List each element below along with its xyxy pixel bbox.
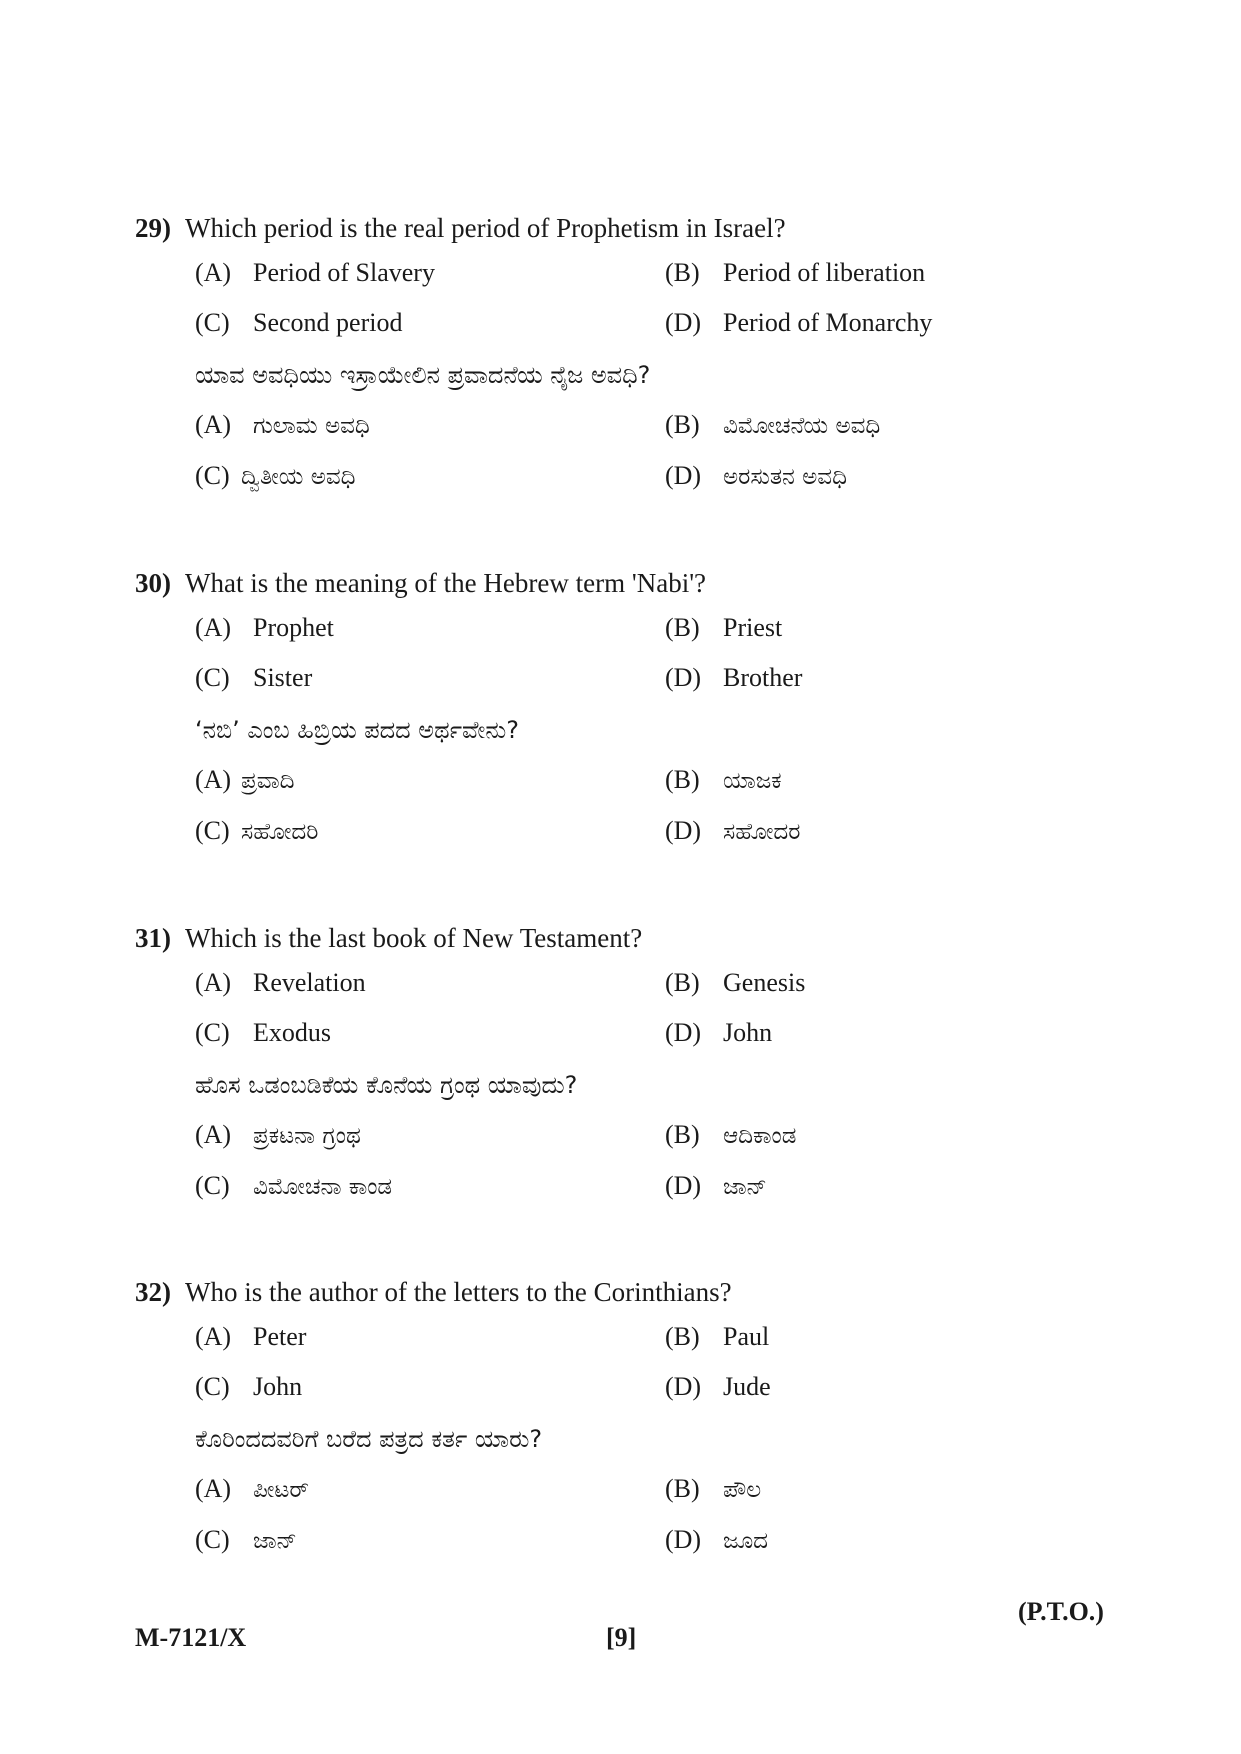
option-a: (A) Peter bbox=[195, 1322, 307, 1351]
option-b: (B) Priest bbox=[665, 613, 783, 642]
kannada-option-a: (A) ಪ್ರಕಟನಾ ಗ್ರಂಥ bbox=[195, 1120, 361, 1149]
kannada-option-c: (C) ಸಹೋದರಿ bbox=[195, 816, 319, 845]
kannada-option-a: (A) ಪೀಟರ್ bbox=[195, 1474, 310, 1503]
question-text bbox=[135, 923, 642, 954]
option-row bbox=[0, 1372, 1241, 1412]
kannada-option-row bbox=[0, 765, 1241, 805]
question-number: 31) bbox=[135, 923, 171, 953]
kannada-option-c: (C) ದ್ವಿತೀಯ ಅವಧಿ bbox=[195, 461, 356, 490]
option-a: (A) Revelation bbox=[195, 968, 366, 997]
option-row bbox=[0, 968, 1241, 1008]
kannada-option-row bbox=[0, 461, 1241, 501]
kannada-option-d: (D) ಜಾನ್ bbox=[665, 1171, 767, 1200]
question-text bbox=[135, 1277, 732, 1308]
option-b: (B) Period of liberation bbox=[665, 258, 926, 287]
question-number: 29) bbox=[135, 213, 171, 243]
option-b: (B) Paul bbox=[665, 1322, 770, 1351]
option-d: (D) John bbox=[665, 1018, 773, 1047]
kannada-option-row bbox=[0, 1525, 1241, 1565]
option-c: (C) Second period bbox=[195, 308, 403, 337]
option-d: (D) Period of Monarchy bbox=[665, 308, 933, 337]
kannada-option-c: (C) ಜಾನ್ bbox=[195, 1525, 297, 1554]
option-row bbox=[0, 1018, 1241, 1058]
option-row bbox=[0, 308, 1241, 348]
question-number: 30) bbox=[135, 568, 171, 598]
kannada-option-b: (B) ವಿಮೋಚನೆಯ ಅವಧಿ bbox=[665, 410, 881, 439]
option-row bbox=[0, 613, 1241, 653]
option-row bbox=[0, 258, 1241, 298]
question-text bbox=[135, 568, 706, 599]
option-a: (A) Prophet bbox=[195, 613, 334, 642]
question-prompt: What is the meaning of the Hebrew term 'Nabi'? bbox=[185, 568, 707, 598]
question-number: 32) bbox=[135, 1277, 171, 1307]
option-c: (C) Sister bbox=[195, 663, 313, 692]
kannada-option-row bbox=[0, 816, 1241, 856]
kannada-question: ಕೊರಿಂದದವರಿಗೆ ಬರೆದ ಪತ್ರದ ಕರ್ತ ಯಾರು? bbox=[195, 1425, 543, 1453]
kannada-question: ಯಾವ ಅವಧಿಯು ಇಸ್ರಾಯೇಲಿನ ಪ್ರವಾದನೆಯ ನೈಜ ಅವಧಿ? bbox=[195, 361, 651, 389]
kannada-option-row bbox=[0, 1120, 1241, 1160]
paper-code: M-7121/X bbox=[135, 1623, 247, 1652]
kannada-option-d: (D) ಅರಸುತನ ಅವಧಿ bbox=[665, 461, 847, 490]
page-number: [9] bbox=[606, 1623, 637, 1652]
question-text bbox=[135, 213, 786, 244]
kannada-option-row bbox=[0, 1474, 1241, 1514]
question-prompt: Who is the author of the letters to the Corinthians? bbox=[185, 1277, 732, 1307]
kannada-option-d: (D) ಸಹೋದರ bbox=[665, 816, 801, 845]
question-prompt: Which period is the real period of Prophetism in Israel? bbox=[185, 213, 786, 243]
kannada-question: ಹೊಸ ಒಡಂಬಡಿಕೆಯ ಕೊನೆಯ ಗ್ರಂಥ ಯಾವುದು? bbox=[195, 1071, 578, 1099]
kannada-option-b: (B) ಪೌಲ bbox=[665, 1474, 762, 1503]
option-d: (D) Brother bbox=[665, 663, 803, 692]
kannada-option-b: (B) ಯಾಜಕ bbox=[665, 765, 782, 794]
kannada-question: ‘ನಬಿ’ ಎಂಬ ಹಿಬ್ರಿಯ ಪದದ ಅರ್ಥವೇನು? bbox=[195, 716, 520, 744]
kannada-option-a: (A) ಗುಲಾಮ ಅವಧಿ bbox=[195, 410, 370, 439]
option-a: (A) Period of Slavery bbox=[195, 258, 435, 287]
option-row bbox=[0, 1322, 1241, 1362]
kannada-option-a: (A) ಪ್ರವಾದಿ bbox=[195, 765, 295, 794]
option-c: (C) John bbox=[195, 1372, 303, 1401]
option-d: (D) Jude bbox=[665, 1372, 771, 1401]
kannada-option-b: (B) ಆದಿಕಾಂಡ bbox=[665, 1120, 797, 1149]
kannada-option-row bbox=[0, 410, 1241, 450]
kannada-option-c: (C) ವಿಮೋಚನಾ ಕಾಂಡ bbox=[195, 1171, 393, 1200]
kannada-option-d: (D) ಜೂದ bbox=[665, 1525, 768, 1554]
question-prompt: Which is the last book of New Testament? bbox=[185, 923, 643, 953]
pto-note: (P.T.O.) bbox=[1018, 1597, 1104, 1626]
kannada-option-row bbox=[0, 1171, 1241, 1211]
option-c: (C) Exodus bbox=[195, 1018, 331, 1047]
option-row bbox=[0, 663, 1241, 703]
option-b: (B) Genesis bbox=[665, 968, 806, 997]
